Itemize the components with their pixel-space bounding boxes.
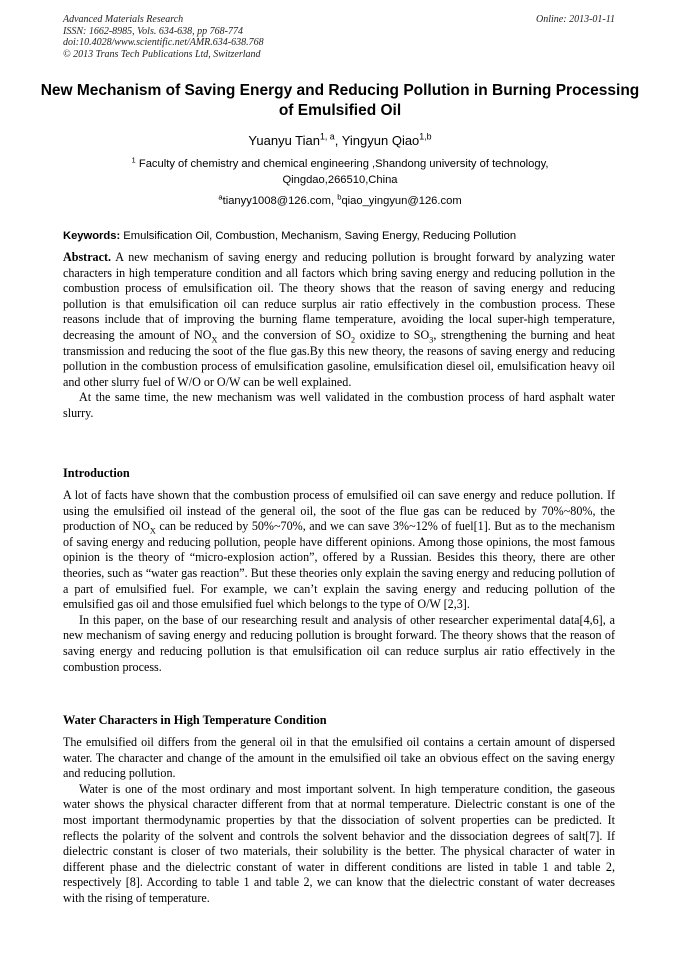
body-paragraph: The emulsified oil differs from the general oil in that the emulsified oil contains a certain amount of dispersed water. The character and change of the amount in the emulsified oil take an obvious effect on the saving energy and reducing pollution. bbox=[63, 735, 615, 781]
text-run: and the conversion of SO bbox=[217, 327, 352, 342]
subscript: 2 bbox=[351, 335, 356, 345]
email-mark: a bbox=[218, 192, 223, 202]
body-paragraph bbox=[63, 488, 615, 613]
keywords-label: Keywords: bbox=[63, 230, 121, 242]
author-affil-mark: 1,b bbox=[419, 131, 432, 142]
keywords-text: Emulsification Oil, Combustion, Mechanism, Saving Energy, Reducing Pollution bbox=[120, 230, 517, 242]
affiliation-mark: 1 bbox=[131, 155, 136, 165]
text-run: can be reduced by 50%~70%, and we can save 3%~12% of fuel[1]. But as to the mechanism of saving energy and reducing pollution, people have different opinions. Among those opinions, the most famous opinion is the theory of “micro-explosion action”, offered by a Russian. Besides this theory, there are other theories, such as “water gas reaction”. But these theories only explain the saving energy and reducing pollution of a part of emulsified fuel. For example, we can’t explain the saving energy and reducing pollution of the emulsified gas oil and those emulsified fuel which belongs to the type of O/W [2,3]. bbox=[63, 519, 615, 612]
issn-line: ISSN: 1662-8985, Vols. 634-638, pp 768-774 bbox=[63, 25, 243, 37]
journal-name: Advanced Materials Research bbox=[63, 14, 184, 25]
body-paragraph: Water is one of the most ordinary and most important solvent. In high temperature condition, the gaseous water shows the physical character different from that at normal temperature. Dielectric constant is one of the most important thermodynamic properties by that the dissociation of solvent properties can be predicted. It reflects the polarity of the solvent and controls the solvent behavior and the dissociation degrees of salt[7]. If dielectric constant is closer of two materials, their solubility is the better. The physical character of water in different phase and the dielectric constant of water in different conditions are listed in table 1 and table 2, respectively [8]. According to table 1 and table 2, we can know that the dielectric constant of water decreases with the rising of temperature. bbox=[63, 781, 615, 905]
abstract bbox=[63, 250, 615, 422]
section-heading-water-characters: Water Characters in High Temperature Condition bbox=[63, 713, 327, 727]
text-run: A lot of facts have shown that the combustion process of emulsified oil can save energy and reduce pollution. If using the emulsified oil instead of the general oil, the soot of the flue gas can be reduced by 70%~80%, the production of NO bbox=[63, 488, 615, 534]
abstract-paragraph bbox=[63, 250, 615, 390]
author-name: Yingyun Qiao bbox=[341, 133, 420, 148]
email-link[interactable]: qiao_yingyun@126.com bbox=[341, 195, 462, 207]
author-affil-mark: 1, a bbox=[319, 131, 335, 142]
subscript: 3 bbox=[429, 335, 434, 345]
subscript: X bbox=[211, 335, 218, 345]
subscript: X bbox=[149, 526, 156, 536]
water-characters-section bbox=[63, 735, 615, 907]
section-heading-introduction: Introduction bbox=[63, 466, 130, 480]
body-paragraph: In this paper, on the base of our researching result and analysis of other researcher experimental data[4,6], a new mechanism of saving energy and reducing pollution is brought forward. The theory shows that the reason of saving energy and reducing pollution is that emulsification oil can reduce surplus air ratio effectively in the combustion process. bbox=[63, 612, 615, 674]
keywords bbox=[63, 229, 623, 243]
author-list bbox=[40, 133, 640, 149]
abstract-label: Abstract. bbox=[63, 250, 112, 264]
email-mark: b bbox=[337, 192, 342, 202]
text-run: oxidize to SO bbox=[355, 327, 430, 342]
author-separator: , bbox=[334, 133, 342, 148]
text-run: , strengthening the burning and heat transmission and reducing the soot of the flue gas.By this new theory, the reasons of saving energy and reducing pollution in the combustion process of emulsification gasoline, emulsification diesel oil, emulsification heavy oil and other slurry fuel of W/O or O/W can be well explained. bbox=[63, 327, 615, 389]
author-name: Yuanyu Tian bbox=[248, 133, 320, 148]
text-run: A new mechanism of saving energy and reducing pollution is brought forward by analyzing water characters in high temperature condition and all factors which bring saving energy and reducing pollution in the combustion process of emulsification oil. The theory shows that the reason of saving energy and reducing pollution is that emulsification oil can reduce surplus air ratio effectively in the combustion process. These reasons include that of improving the burning flame temperature, avoiding the local super-high temperature, decreasing the amount of NO bbox=[63, 250, 615, 342]
copyright-line: © 2013 Trans Tech Publications Ltd, Switzerland bbox=[63, 48, 261, 60]
abstract-paragraph: At the same time, the new mechanism was well validated in the combustion process of hard asphalt water slurry. bbox=[63, 390, 615, 420]
paper-title: New Mechanism of Saving Energy and Reducing Pollution in Burning Processing of Emulsified Oil bbox=[40, 82, 640, 119]
affiliation-text: Faculty of chemistry and chemical engineering ,Shandong university of technology, Qingdao,266510,China bbox=[135, 158, 549, 186]
affiliation bbox=[80, 156, 600, 188]
author-emails bbox=[80, 194, 600, 208]
email-link[interactable]: tianyy1008@126.com, bbox=[222, 195, 338, 207]
doi-line[interactable]: doi:10.4028/www.scientific.net/AMR.634-638.768 bbox=[63, 37, 264, 49]
introduction-section bbox=[63, 488, 615, 675]
online-date: Online: 2013-01-11 bbox=[536, 14, 615, 25]
journal-header bbox=[63, 14, 615, 60]
